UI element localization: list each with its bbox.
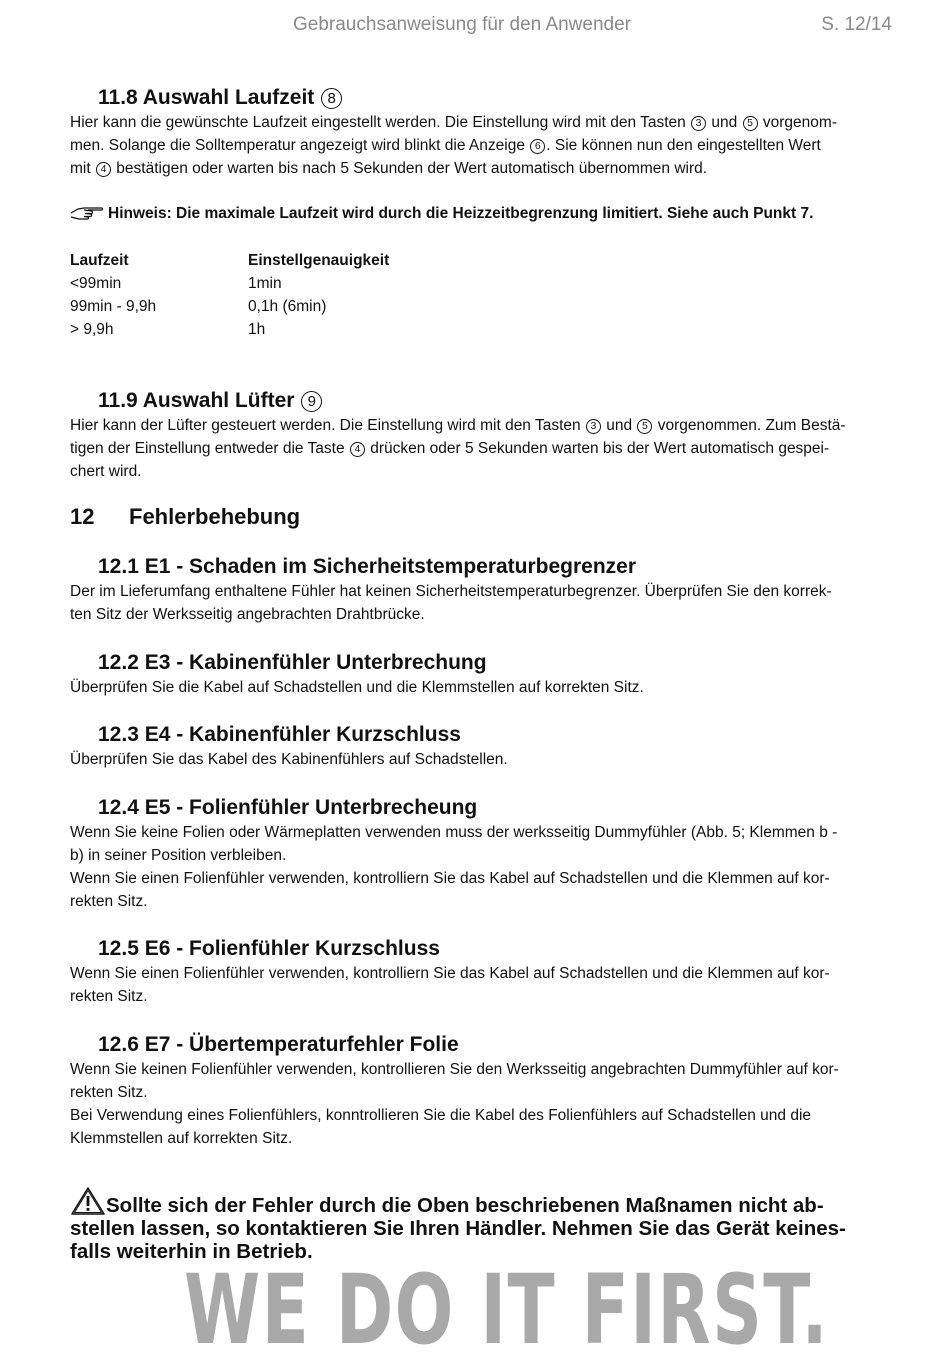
pointing-hand-icon (70, 204, 104, 220)
warning-triangle-icon (70, 1186, 106, 1216)
table-cell: 0,1h (6min) (248, 297, 327, 315)
heading-12-1: 12.1 E1 - Schaden im Sicherheitstemperaturbegrenzer (98, 555, 637, 578)
hint-line: Hinweis: Die maximale Laufzeit wird durch die Heizzeitbegrenzung limitiert. Siehe auch Punkt 7. (70, 204, 813, 223)
marker-9: 9 (301, 391, 322, 412)
key-4: 4 (96, 162, 111, 177)
paragraph-12-5: Wenn Sie einen Folienfühler verwenden, kontrolliern Sie das Kabel auf Schadstellen und die Klemmen auf kor- rekten Sitz. (70, 965, 830, 1005)
table-row (70, 318, 389, 341)
paragraph-12-3: Überprüfen Sie das Kabel des Kabinenfühlers auf Schadstellen. (70, 751, 508, 768)
page-number: S. 12/14 (821, 14, 892, 35)
document-title: Gebrauchsanweisung für den Anwender (293, 14, 632, 35)
heading-12-2: 12.2 E3 - Kabinenfühler Unterbrechung (98, 651, 487, 674)
marker-8: 8 (321, 88, 342, 109)
key-5: 5 (743, 116, 758, 131)
table-row (70, 295, 389, 318)
table-cell: 99min - 9,9h (70, 297, 157, 315)
key-5: 5 (637, 419, 652, 434)
table-header: Laufzeit (70, 251, 129, 269)
runtime-table (70, 249, 389, 341)
paragraph-11-9: Hier kann der Lüfter gesteuert werden. Die Einstellung wird mit den Tasten 3 und 5 vorgenommen. Zum Bestä- tigen der Einstellung entweder die Taste 4 drücken oder 5 Sekunden warten bis der Wert automatisch gespei- chert wird. (70, 417, 846, 480)
key-4: 4 (350, 442, 365, 457)
display-6: 6 (530, 139, 545, 154)
table-header-row (70, 249, 389, 272)
heading-11-8: 11.8 Auswahl Laufzeit 8 (98, 86, 343, 110)
page-header (0, 12, 950, 40)
table-cell: <99min (70, 274, 122, 292)
paragraph-12-1: Der im Lieferumfang enthaltene Fühler hat keinen Sicherheitstemperaturbegrenzer. Überprüfen Sie den korrek- ten Sitz der Werksseitig angebrachten Drahtbrücke. (70, 583, 832, 623)
table-cell: 1min (248, 274, 282, 292)
key-3: 3 (691, 116, 706, 131)
brand-slogan: WE DO IT FIRST. (184, 1254, 830, 1366)
paragraph-12-2: Überprüfen Sie die Kabel auf Schadstellen und die Klemmstellen auf korrekten Sitz. (70, 679, 644, 696)
paragraph-11-8: Hier kann die gewünschte Laufzeit eingestellt werden. Die Einstellung wird mit den Tasten 3 und 5 vorgenom- men. Solange die Solltemperatur angezeigt wird blinkt die Anzeige 6 . Sie können nun den eingestellten Wert mit 4 bestätigen oder warten bis nach 5 Sekunden der Wert automatisch übernommen wird. (70, 114, 837, 177)
table-row (70, 272, 389, 295)
heading-12: 12 Fehlerbehebung (70, 504, 301, 529)
heading-12-3: 12.3 E4 - Kabinenfühler Kurzschluss (98, 723, 461, 746)
paragraph-12-6: Wenn Sie keinen Folienfühler verwenden, kontrollieren Sie den Werksseitig angebrachten Dummyfühler auf kor- rekten Sitz. Bei Verwendung eines Folienfühlers, konntrollieren Sie die Kabel des Folienfühlers auf Schadstellen und die Klemmstellen auf korrekten Sitz. (70, 1061, 839, 1147)
heading-11-9: 11.9 Auswahl Lüfter 9 (98, 389, 323, 413)
table-cell: > 9,9h (70, 320, 114, 338)
heading-12-4: 12.4 E5 - Folienfühler Unterbrecheung (98, 796, 478, 819)
table-cell: 1h (248, 320, 266, 338)
warning-notice: Sollte sich der Fehler durch die Oben beschriebenen Maßnamen nicht ab- stellen lassen, so kontaktieren Sie Ihren Händler. Nehmen Sie das Gerät keines- falls weiterhin in Betrieb. (70, 1186, 892, 1263)
paragraph-12-4: Wenn Sie keine Folien oder Wärmeplatten verwenden muss der werksseitig Dummyfühler (Abb. 5; Klemmen b - b) in seiner Position verbleiben. Wenn Sie einen Folienfühler verwenden, kontrolliern Sie das Kabel auf Schadstellen und die Klemmen auf kor- rekten Sitz. (70, 824, 838, 910)
heading-12-6: 12.6 E7 - Übertemperaturfehler Folie (98, 1033, 459, 1056)
key-3: 3 (586, 419, 601, 434)
heading-12-5: 12.5 E6 - Folienfühler Kurzschluss (98, 937, 440, 960)
table-header: Einstellgenauigkeit (248, 251, 390, 269)
